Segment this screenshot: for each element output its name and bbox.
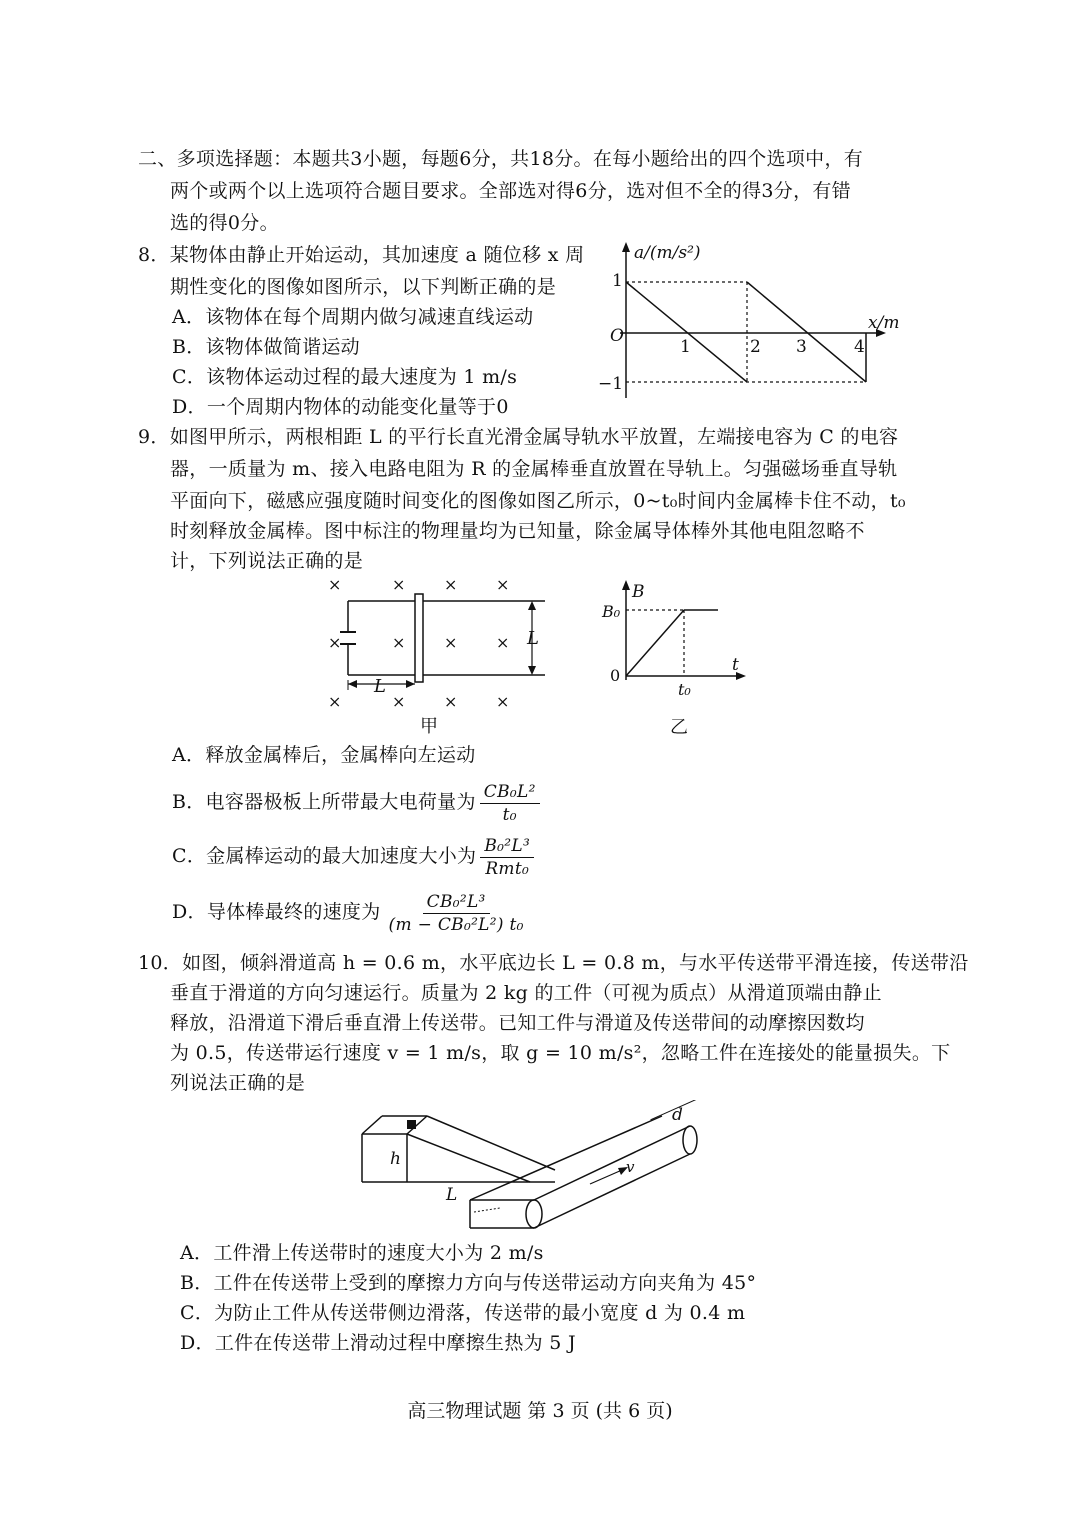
q8-origin-label: O	[610, 326, 624, 346]
q10-option-a: A．工件滑上传送带时的速度大小为 2 m/s	[180, 1242, 544, 1264]
yi-y-label: B	[632, 582, 645, 602]
q8-xtick-2: 2	[750, 337, 761, 357]
svg-text:v: v	[626, 1158, 635, 1176]
q10-stem-line-1: 10．如图，倾斜滑道高 h = 0.6 m，水平底边长 L = 0.8 m，与水平传送带平滑连接，传送带沿	[138, 952, 969, 974]
workpiece	[407, 1120, 416, 1129]
yi-b0-label: B₀	[602, 602, 621, 621]
q10-stem-line-4: 为 0.5，传送带运行速度 v = 1 m/s，取 g = 10 m/s²，忽略工件在连接处的能量损失。下	[170, 1042, 951, 1064]
section-header-line-1: 二、多项选择题：本题共3小题，每题6分，共18分。在每小题给出的四个选项中，有	[138, 148, 864, 170]
section-header-line-2: 两个或两个以上选项符合题目要求。全部选对得6分，选对但不全的得3分，有错	[170, 180, 851, 202]
q8-acceleration-graph	[590, 238, 910, 408]
svg-text:×: ×	[392, 692, 406, 711]
svg-text:×: ×	[444, 575, 458, 594]
q8-stem-line-1: 8．某物体由静止开始运动，其加速度 a 随位移 x 周	[138, 244, 585, 266]
q9-stem-line-5: 计，下列说法正确的是	[170, 550, 364, 572]
q9-stem-line-2: 器，一质量为 m、接入电路电阻为 R 的金属棒垂直放置在导轨上。匀强磁场垂直导轨	[170, 458, 898, 480]
q8-option-b: B．该物体做简谐运动	[172, 336, 360, 358]
q10-option-c: C．为防止工件从传送带侧边滑落，传送带的最小宽度 d 为 0.4 m	[180, 1302, 746, 1324]
q10-slide-conveyor-figure	[350, 1100, 730, 1240]
section-header-line-3: 选的得0分。	[170, 212, 279, 234]
q10-stem-line-2: 垂直于滑道的方向匀速运行。质量为 2 kg 的工件（可视为质点）从滑道顶端由静止	[170, 982, 882, 1004]
q10-option-d: D．工件在传送带上滑动过程中摩擦生热为 5 J	[180, 1332, 576, 1354]
q9-option-d: D．导体棒最终的速度为 $\frac{\text{CB₀²L³}}{\text{(m − CB₀²L²) t₀}}$	[172, 891, 524, 935]
svg-text:×: ×	[328, 692, 342, 711]
q9-stem-line-3: 平面向下，磁感应强度随时间变化的图像如图乙所示，0~t₀时间内金属棒卡住不动，t₀	[170, 490, 906, 512]
q9-option-a: A．释放金属棒后，金属棒向左运动	[172, 744, 476, 766]
yi-t0-label: t₀	[678, 680, 691, 699]
svg-text:×: ×	[392, 633, 406, 652]
svg-text:d: d	[672, 1105, 683, 1125]
q8-option-c: C．该物体运动过程的最大速度为 1 m/s	[172, 366, 518, 388]
svg-text:×: ×	[444, 633, 458, 652]
q8-ytick-1: 1	[612, 271, 623, 291]
q9-stem-line-1: 9．如图甲所示，两根相距 L 的平行长直光滑金属导轨水平放置，左端接电容为 C 的电容	[138, 426, 899, 448]
svg-text:×: ×	[392, 575, 406, 594]
q9-option-c: C．金属棒运动的最大加速度大小为 $\frac{\text{B₀²L³}}{\text{Rmt₀}}$	[172, 832, 534, 880]
svg-text:×: ×	[496, 692, 510, 711]
svg-text:×: ×	[496, 633, 510, 652]
q9-figure-yi	[600, 575, 760, 740]
svg-text:×: ×	[444, 692, 458, 711]
svg-text:×: ×	[496, 575, 510, 594]
q8-option-a: A．该物体在每个周期内做匀减速直线运动	[172, 306, 534, 328]
q8-option-d: D．一个周期内物体的动能变化量等于0	[172, 396, 509, 418]
q10-option-b: B．工件在传送带上受到的摩擦力方向与传送带运动方向夹角为 45°	[180, 1272, 757, 1294]
q8-ytick-neg1: −1	[598, 374, 624, 394]
metal-rod	[415, 594, 423, 682]
q9-stem-line-4: 时刻释放金属棒。图中标注的物理量均为已知量，除金属导体棒外其他电阻忽略不	[170, 520, 865, 542]
q8-xtick-3: 3	[796, 337, 807, 357]
svg-text:×: ×	[328, 633, 342, 652]
q10-stem-line-3: 释放，沿滑道下滑后垂直滑上传送带。已知工件与滑道及传送带间的动摩擦因数均	[170, 1012, 865, 1034]
svg-text:L: L	[527, 628, 539, 649]
q8-xtick-1: 1	[680, 337, 691, 357]
q8-xtick-4: 4	[854, 337, 865, 357]
figure-jia-label: 甲	[420, 716, 438, 737]
svg-text:×: ×	[328, 575, 342, 594]
yi-x-label: t	[732, 655, 739, 675]
q9-figure-jia	[320, 572, 560, 742]
figure-yi-label: 乙	[670, 717, 688, 738]
q8-y-axis-label: a/(m/s²)	[634, 243, 701, 263]
q10-stem-line-5: 列说法正确的是	[170, 1072, 306, 1094]
svg-text:h: h	[390, 1149, 401, 1169]
q8-stem-line-2: 期性变化的图像如图所示，以下判断正确的是	[170, 276, 557, 298]
q9-option-b: B．电容器极板上所带最大电荷量为 $\frac{\text{CB₀L²}}{\text{t₀}}$	[172, 778, 540, 826]
page-footer: 高三物理试题 第 3 页 (共 6 页)	[407, 1400, 673, 1422]
svg-text:L: L	[446, 1185, 458, 1205]
svg-text:L: L	[374, 676, 386, 697]
yi-zero-label: 0	[610, 666, 621, 685]
q8-x-axis-label: x/m	[868, 313, 900, 333]
